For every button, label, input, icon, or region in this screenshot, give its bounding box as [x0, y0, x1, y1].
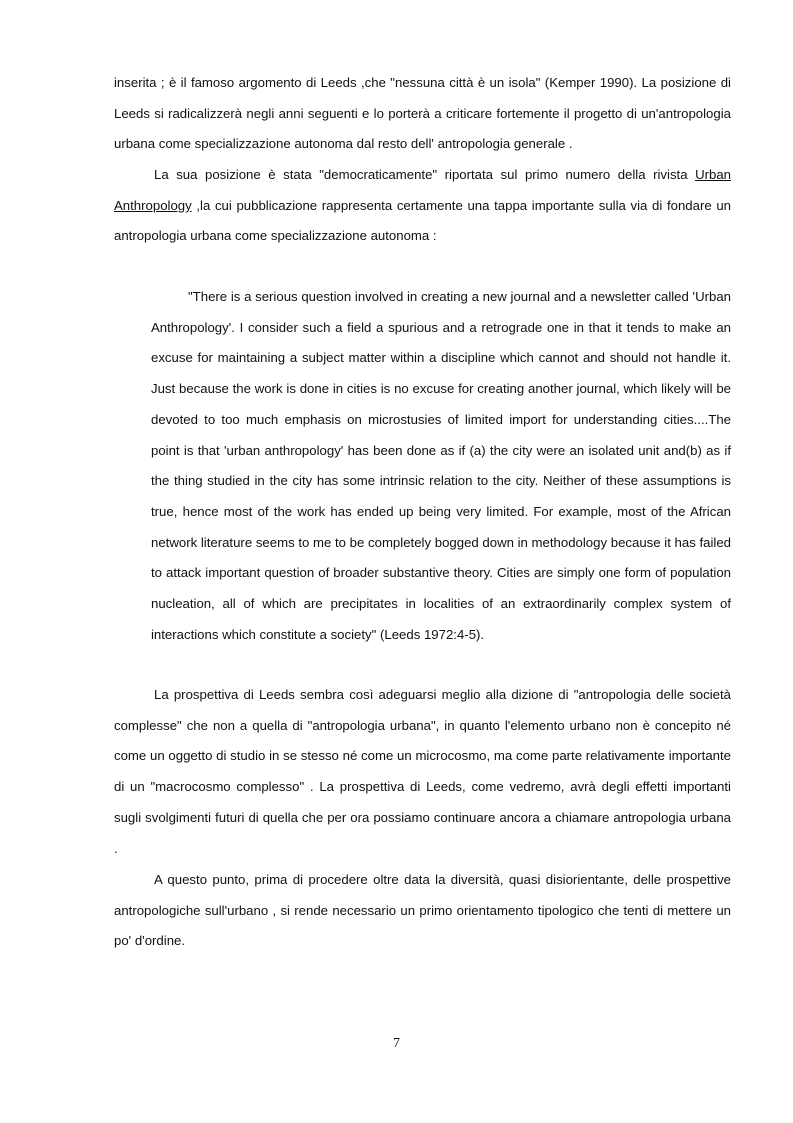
paragraph-2 [114, 160, 731, 252]
page-number: 7 [393, 1036, 400, 1051]
journal-title: Urban Anthropology [114, 167, 731, 213]
paragraph-3: La prospettiva di Leeds sembra così adeguarsi meglio alla dizione di "antropologia delle società complesse" che non a quella di "antropologia urbana", in quanto l'elemento urbano non è concepito né come un oggetto di studio in se stesso né come un microcosmo, ma come parte relativamente importante di un "macrocosmo complesso" . La prospettiva di Leeds, come vedremo, avrà degli effetti importanti sugli svolgimenti futuri di quella che per ora possiamo continuare ancora a chiamare antropologia urbana . [114, 687, 731, 856]
paragraph-1: inserita ; è il famoso argomento di Leeds ,che "nessuna città è un isola" (Kemper 1990). La posizione di Leeds si radicalizzerà negli anni seguenti e lo porterà a criticare fortemente il progetto di un'antropologia urbana come specializzazione autonoma dal resto dell' antropologia generale . [114, 75, 731, 152]
paragraph-2-text-start: La sua posizione è stata "democraticamente" riportata sul primo numero della rivista [154, 167, 696, 182]
block-quote: "There is a serious question involved in creating a new journal and a newsletter called 'Urban Anthropology'. I consider such a field a spurious and a retrograde one in that it tends to make an excuse for maintaining a subject matter within a discipline which cannot and should not handle it. Just because the work is done in cities is no excuse for creating another journal, which likely will be devoted to too much emphasis on microstusies of limited import for understanding cities....The point is that 'urban anthropology' has been done as if (a) the city were an isolated unit and(b) as if the thing studied in the city has some intrinsic relation to the city. Neither of these assumptions is true, hence most of the work has ended up being very limited. For example, most of the African network literature seems to me to be completely bogged down in methodology because it has failed to attack important question of broader substantive theory. Cities are simply one form of population nucleation, all of which are precipitates in localities of an extraordinarily complex system of interactions which constitute a society" (Leeds 1972:4-5). [151, 289, 731, 642]
paragraph-4: A questo punto, prima di procedere oltre data la diversità, quasi disiorientante, delle prospettive antropologiche sull'urbano , si rende necessario un primo orientamento tipologico che tenti di mettere un po' d'ordine. [114, 872, 731, 949]
paragraph-2-text-end: ,la cui pubblicazione rappresenta certamente una tappa importante sulla via di fondare un antropologia urbana come specializzazione autonoma : [114, 197, 731, 244]
